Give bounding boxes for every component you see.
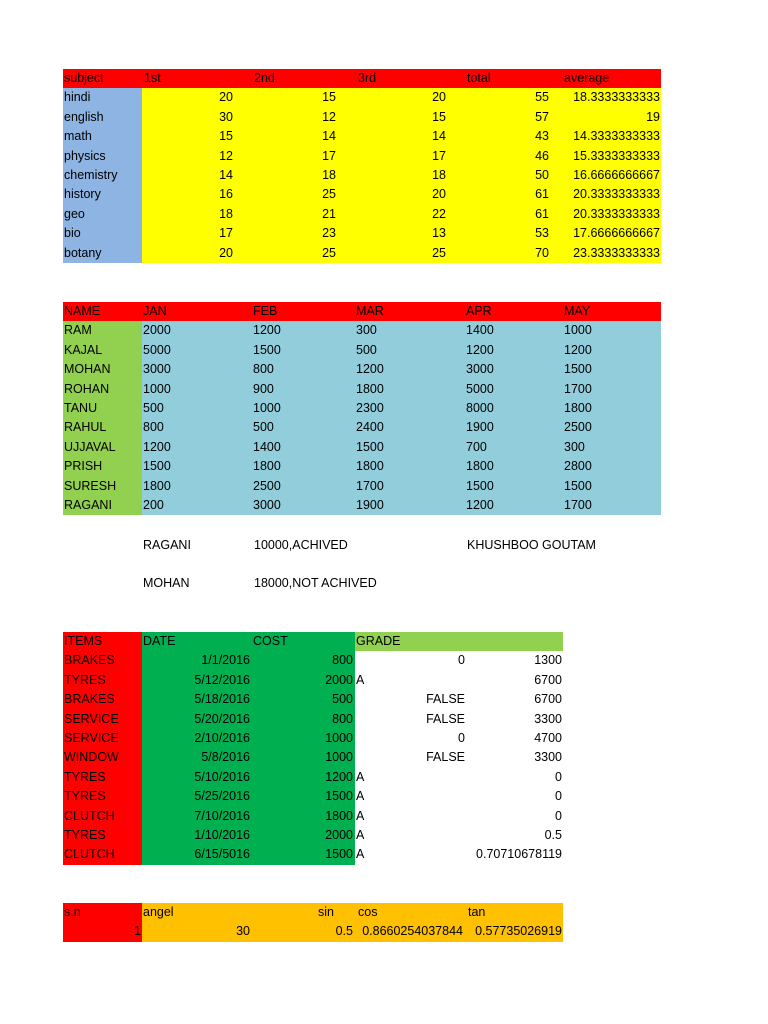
subject-cell[interactable]: math (63, 127, 142, 146)
item-cell[interactable]: SERVICE (63, 710, 142, 729)
grade-cell[interactable]: A (356, 789, 365, 804)
total-cell[interactable]: 55 (448, 88, 551, 107)
name-cell[interactable]: RAM (63, 321, 142, 340)
score-cell[interactable]: 12 (142, 147, 235, 166)
month-cell[interactable]: 1200 (252, 321, 355, 340)
formula-cell[interactable]: FALSE (426, 750, 465, 765)
month-cell[interactable]: 900 (252, 380, 355, 399)
sales-row (63, 321, 661, 340)
score-cell[interactable]: 22 (338, 205, 448, 224)
item-cell[interactable]: TYRES (63, 826, 142, 845)
average-cell[interactable]: 16.6666666667 (551, 166, 661, 185)
score-cell[interactable]: 14 (235, 127, 338, 146)
formula-cell[interactable]: 0 (458, 730, 465, 745)
sales-header-row (63, 302, 661, 321)
marks-row (63, 88, 661, 107)
score-cell[interactable]: 13 (338, 224, 448, 243)
result-cell[interactable]: 0 (555, 789, 562, 804)
sales-table (63, 302, 661, 515)
cost-cell[interactable]: 1500 (252, 845, 355, 864)
total-cell[interactable]: 53 (448, 224, 551, 243)
month-cell[interactable]: 800 (252, 360, 355, 379)
header-cell[interactable]: subject (63, 69, 142, 88)
subject-cell[interactable]: botany (63, 244, 142, 263)
month-cell[interactable]: 1200 (563, 341, 661, 360)
subject-cell[interactable]: geo (63, 205, 142, 224)
date-cell[interactable]: 1/1/2016 (142, 651, 252, 670)
name-cell[interactable]: RAGANI (63, 496, 142, 515)
month-cell[interactable]: 2400 (355, 418, 465, 437)
grade-cell[interactable]: A (356, 847, 365, 862)
total-cell[interactable]: 61 (448, 185, 551, 204)
items-row (63, 748, 563, 767)
note-mohan-result[interactable]: 18000,NOT ACHIVED (254, 576, 377, 590)
month-cell[interactable]: 1500 (563, 360, 661, 379)
cost-cell[interactable]: 800 (252, 710, 355, 729)
items-header-row (63, 632, 563, 651)
month-cell[interactable]: 8000 (465, 399, 563, 418)
month-cell[interactable]: 1000 (563, 321, 661, 340)
items-row (63, 768, 563, 787)
name-cell[interactable]: KAJAL (63, 341, 142, 360)
sn-cell[interactable]: 1 (63, 922, 142, 941)
month-cell[interactable]: 1700 (355, 477, 465, 496)
month-cell[interactable]: 1800 (252, 457, 355, 476)
tan-cell[interactable]: 0.57735026919 (465, 922, 563, 941)
month-cell[interactable]: 1000 (142, 380, 252, 399)
month-cell[interactable]: 2800 (563, 457, 661, 476)
score-cell[interactable]: 18 (235, 166, 338, 185)
month-cell[interactable]: 1900 (465, 418, 563, 437)
marks-row (63, 244, 661, 263)
trig-header-row (63, 903, 563, 922)
header-cell[interactable]: s.n (63, 903, 142, 922)
note-author[interactable]: KHUSHBOO GOUTAM (467, 538, 596, 552)
grade-cell[interactable]: A (356, 808, 365, 823)
formula-cell[interactable] (385, 787, 465, 806)
month-cell[interactable]: 5000 (142, 341, 252, 360)
month-cell[interactable]: 3000 (142, 360, 252, 379)
average-cell[interactable]: 23.3333333333 (551, 244, 661, 263)
month-cell[interactable]: 200 (142, 496, 252, 515)
month-cell[interactable]: 5000 (465, 380, 563, 399)
formula-cell[interactable] (385, 768, 465, 787)
trig-table (63, 903, 563, 942)
average-cell[interactable]: 19 (551, 108, 661, 127)
month-cell[interactable]: 1700 (563, 380, 661, 399)
name-cell[interactable]: TANU (63, 399, 142, 418)
date-cell[interactable]: 5/12/2016 (142, 671, 252, 690)
subject-cell[interactable]: bio (63, 224, 142, 243)
formula-cell[interactable]: FALSE (426, 711, 465, 726)
month-cell[interactable]: 1800 (355, 380, 465, 399)
subject-cell[interactable]: physics (63, 147, 142, 166)
month-cell[interactable]: 2500 (252, 477, 355, 496)
marks-table (63, 69, 661, 263)
sales-row (63, 477, 661, 496)
month-cell[interactable]: 2500 (563, 418, 661, 437)
score-cell[interactable]: 18 (338, 166, 448, 185)
result-cell[interactable]: 0 (555, 769, 562, 784)
header-cell[interactable]: MAY (563, 302, 661, 321)
score-cell[interactable]: 12 (235, 108, 338, 127)
formula-cell[interactable]: FALSE (426, 692, 465, 707)
date-cell[interactable]: 5/18/2016 (142, 690, 252, 709)
formula-cell[interactable]: 0 (458, 653, 465, 668)
sales-row (63, 438, 661, 457)
score-cell[interactable]: 17 (338, 147, 448, 166)
result-cell[interactable]: 0.70710678119 (476, 847, 562, 862)
subject-cell[interactable]: hindi (63, 88, 142, 107)
score-cell[interactable]: 14 (142, 166, 235, 185)
total-cell[interactable]: 46 (448, 147, 551, 166)
grade-cell[interactable] (355, 729, 385, 748)
subject-cell[interactable]: chemistry (63, 166, 142, 185)
items-row (63, 651, 563, 670)
sales-row (63, 399, 661, 418)
month-cell[interactable]: 1200 (465, 496, 563, 515)
header-cell[interactable]: sin (252, 903, 355, 922)
result-cell[interactable]: 0 (555, 808, 562, 823)
month-cell[interactable]: 1500 (252, 341, 355, 360)
average-cell[interactable]: 20.3333333333 (551, 185, 661, 204)
item-cell[interactable]: BRAKES (63, 651, 142, 670)
grade-cell[interactable]: A (356, 769, 365, 784)
score-cell[interactable]: 14 (338, 127, 448, 146)
header-cell[interactable]: 1st (142, 69, 235, 88)
marks-row (63, 147, 661, 166)
score-cell[interactable]: 18 (142, 205, 235, 224)
cost-cell[interactable]: 1200 (252, 768, 355, 787)
score-cell[interactable]: 17 (142, 224, 235, 243)
header-cell[interactable]: MAR (355, 302, 465, 321)
score-cell[interactable]: 20 (142, 244, 235, 263)
score-cell[interactable]: 20 (338, 88, 448, 107)
sales-row (63, 341, 661, 360)
name-cell[interactable]: PRISH (63, 457, 142, 476)
marks-row (63, 224, 661, 243)
sales-row (63, 380, 661, 399)
sales-row (63, 457, 661, 476)
header-cell[interactable]: total (448, 69, 551, 88)
month-cell[interactable]: 1200 (355, 360, 465, 379)
month-cell[interactable]: 1400 (252, 438, 355, 457)
result-cell[interactable]: 6700 (534, 672, 562, 687)
marks-row (63, 185, 661, 204)
date-cell[interactable]: 6/15/5016 (142, 845, 252, 864)
score-cell[interactable]: 15 (142, 127, 235, 146)
item-cell[interactable]: WINDOW (63, 748, 142, 767)
grade-cell[interactable] (355, 690, 385, 709)
month-cell[interactable]: 1800 (355, 457, 465, 476)
header-cell[interactable]: cos (355, 903, 465, 922)
month-cell[interactable]: 1500 (355, 438, 465, 457)
date-cell[interactable]: 5/20/2016 (142, 710, 252, 729)
month-cell[interactable]: 3000 (252, 496, 355, 515)
header-cell[interactable]: GRADE (355, 632, 563, 651)
date-cell[interactable]: 1/10/2016 (142, 826, 252, 845)
month-cell[interactable]: 700 (465, 438, 563, 457)
cost-cell[interactable]: 1800 (252, 807, 355, 826)
average-cell[interactable]: 20.3333333333 (551, 205, 661, 224)
header-cell[interactable]: 3rd (338, 69, 448, 88)
header-cell[interactable]: JAN (142, 302, 252, 321)
month-cell[interactable]: 1800 (142, 477, 252, 496)
month-cell[interactable]: 2300 (355, 399, 465, 418)
cos-cell[interactable]: 0.8660254037844 (355, 922, 465, 941)
cost-cell[interactable]: 800 (252, 651, 355, 670)
header-cell[interactable]: COST (252, 632, 355, 651)
header-cell[interactable]: APR (465, 302, 563, 321)
month-cell[interactable]: 1800 (563, 399, 661, 418)
average-cell[interactable]: 18.3333333333 (551, 88, 661, 107)
grade-cell[interactable] (355, 748, 385, 767)
header-cell[interactable]: FEB (252, 302, 355, 321)
month-cell[interactable]: 1200 (465, 341, 563, 360)
month-cell[interactable]: 1500 (142, 457, 252, 476)
score-cell[interactable]: 25 (235, 244, 338, 263)
score-cell[interactable]: 16 (142, 185, 235, 204)
header-cell[interactable]: DATE (142, 632, 252, 651)
month-cell[interactable]: 1800 (465, 457, 563, 476)
grade-cell[interactable]: A (356, 672, 365, 687)
result-cell[interactable]: 6700 (534, 692, 562, 707)
result-cell[interactable]: 3300 (534, 750, 562, 765)
month-cell[interactable]: 1400 (465, 321, 563, 340)
header-cell[interactable]: 2nd (235, 69, 338, 88)
date-cell[interactable]: 7/10/2016 (142, 807, 252, 826)
item-cell[interactable]: SERVICE (63, 729, 142, 748)
marks-header-row (63, 69, 661, 88)
item-cell[interactable]: TYRES (63, 787, 142, 806)
average-cell[interactable]: 15.3333333333 (551, 147, 661, 166)
date-cell[interactable]: 5/8/2016 (142, 748, 252, 767)
score-cell[interactable]: 15 (338, 108, 448, 127)
total-cell[interactable]: 43 (448, 127, 551, 146)
grade-cell[interactable] (355, 710, 385, 729)
month-cell[interactable]: 1700 (563, 496, 661, 515)
grade-cell[interactable]: A (356, 827, 365, 842)
item-cell[interactable]: TYRES (63, 671, 142, 690)
marks-row (63, 108, 661, 127)
month-cell[interactable]: 1000 (252, 399, 355, 418)
grade-cell[interactable] (355, 651, 385, 670)
marks-row (63, 166, 661, 185)
item-cell[interactable]: TYRES (63, 768, 142, 787)
cost-cell[interactable]: 2000 (252, 671, 355, 690)
name-cell[interactable]: RAHUL (63, 418, 142, 437)
date-cell[interactable]: 5/25/2016 (142, 787, 252, 806)
score-cell[interactable]: 15 (235, 88, 338, 107)
items-row (63, 729, 563, 748)
month-cell[interactable]: 3000 (465, 360, 563, 379)
items-row (63, 690, 563, 709)
name-cell[interactable]: ROHAN (63, 380, 142, 399)
angle-cell[interactable]: 30 (142, 922, 252, 941)
header-cell[interactable]: ITEMS (63, 632, 142, 651)
header-cell[interactable]: NAME (63, 302, 142, 321)
cost-cell[interactable]: 1500 (252, 787, 355, 806)
cost-cell[interactable]: 1000 (252, 748, 355, 767)
trig-row (63, 922, 563, 941)
formula-cell[interactable] (385, 807, 465, 826)
name-cell[interactable]: SURESH (63, 477, 142, 496)
items-row (63, 807, 563, 826)
score-cell[interactable]: 23 (235, 224, 338, 243)
month-cell[interactable]: 500 (142, 399, 252, 418)
name-cell[interactable]: UJJAVAL (63, 438, 142, 457)
month-cell[interactable]: 300 (355, 321, 465, 340)
result-cell[interactable]: 4700 (534, 730, 562, 745)
result-cell[interactable]: 0.5 (544, 827, 562, 842)
score-cell[interactable]: 25 (235, 185, 338, 204)
formula-cell[interactable] (385, 826, 465, 845)
result-cell[interactable]: 1300 (534, 653, 562, 668)
date-cell[interactable]: 2/10/2016 (142, 729, 252, 748)
subject-cell[interactable]: english (63, 108, 142, 127)
name-cell[interactable]: MOHAN (63, 360, 142, 379)
month-cell[interactable]: 1200 (142, 438, 252, 457)
month-cell[interactable]: 2000 (142, 321, 252, 340)
total-cell[interactable]: 57 (448, 108, 551, 127)
score-cell[interactable]: 30 (142, 108, 235, 127)
total-cell[interactable]: 61 (448, 205, 551, 224)
total-cell[interactable]: 70 (448, 244, 551, 263)
sales-row (63, 360, 661, 379)
score-cell[interactable]: 20 (338, 185, 448, 204)
items-row (63, 787, 563, 806)
note-ragani-name[interactable]: RAGANI (143, 538, 191, 552)
month-cell[interactable]: 500 (252, 418, 355, 437)
result-cell[interactable]: 3300 (534, 711, 562, 726)
header-cell[interactable]: angel (142, 903, 252, 922)
month-cell[interactable]: 1500 (563, 477, 661, 496)
items-row (63, 826, 563, 845)
item-cell[interactable]: BRAKES (63, 690, 142, 709)
total-cell[interactable]: 50 (448, 166, 551, 185)
marks-row (63, 205, 661, 224)
month-cell[interactable]: 1900 (355, 496, 465, 515)
score-cell[interactable]: 17 (235, 147, 338, 166)
month-cell[interactable]: 1500 (465, 477, 563, 496)
formula-cell[interactable] (385, 845, 465, 864)
item-cell[interactable]: CLUTCH (63, 845, 142, 864)
item-cell[interactable]: CLUTCH (63, 807, 142, 826)
average-cell[interactable]: 14.3333333333 (551, 127, 661, 146)
items-row (63, 845, 563, 864)
score-cell[interactable]: 21 (235, 205, 338, 224)
items-table (63, 632, 563, 865)
sin-cell[interactable]: 0.5 (252, 922, 355, 941)
note-mohan-name[interactable]: MOHAN (143, 576, 190, 590)
items-row (63, 710, 563, 729)
score-cell[interactable]: 20 (142, 88, 235, 107)
month-cell[interactable]: 300 (563, 438, 661, 457)
note-ragani-result[interactable]: 10000,ACHIVED (254, 538, 348, 552)
month-cell[interactable]: 800 (142, 418, 252, 437)
score-cell[interactable]: 25 (338, 244, 448, 263)
cost-cell[interactable]: 500 (252, 690, 355, 709)
average-cell[interactable]: 17.6666666667 (551, 224, 661, 243)
header-cell[interactable]: tan (465, 903, 563, 922)
sales-row (63, 418, 661, 437)
formula-cell[interactable] (385, 671, 465, 690)
month-cell[interactable]: 500 (355, 341, 465, 360)
subject-cell[interactable]: history (63, 185, 142, 204)
cost-cell[interactable]: 1000 (252, 729, 355, 748)
header-cell[interactable]: average (551, 69, 661, 88)
marks-row (63, 127, 661, 146)
date-cell[interactable]: 5/10/2016 (142, 768, 252, 787)
sales-row (63, 496, 661, 515)
cost-cell[interactable]: 2000 (252, 826, 355, 845)
items-row (63, 671, 563, 690)
